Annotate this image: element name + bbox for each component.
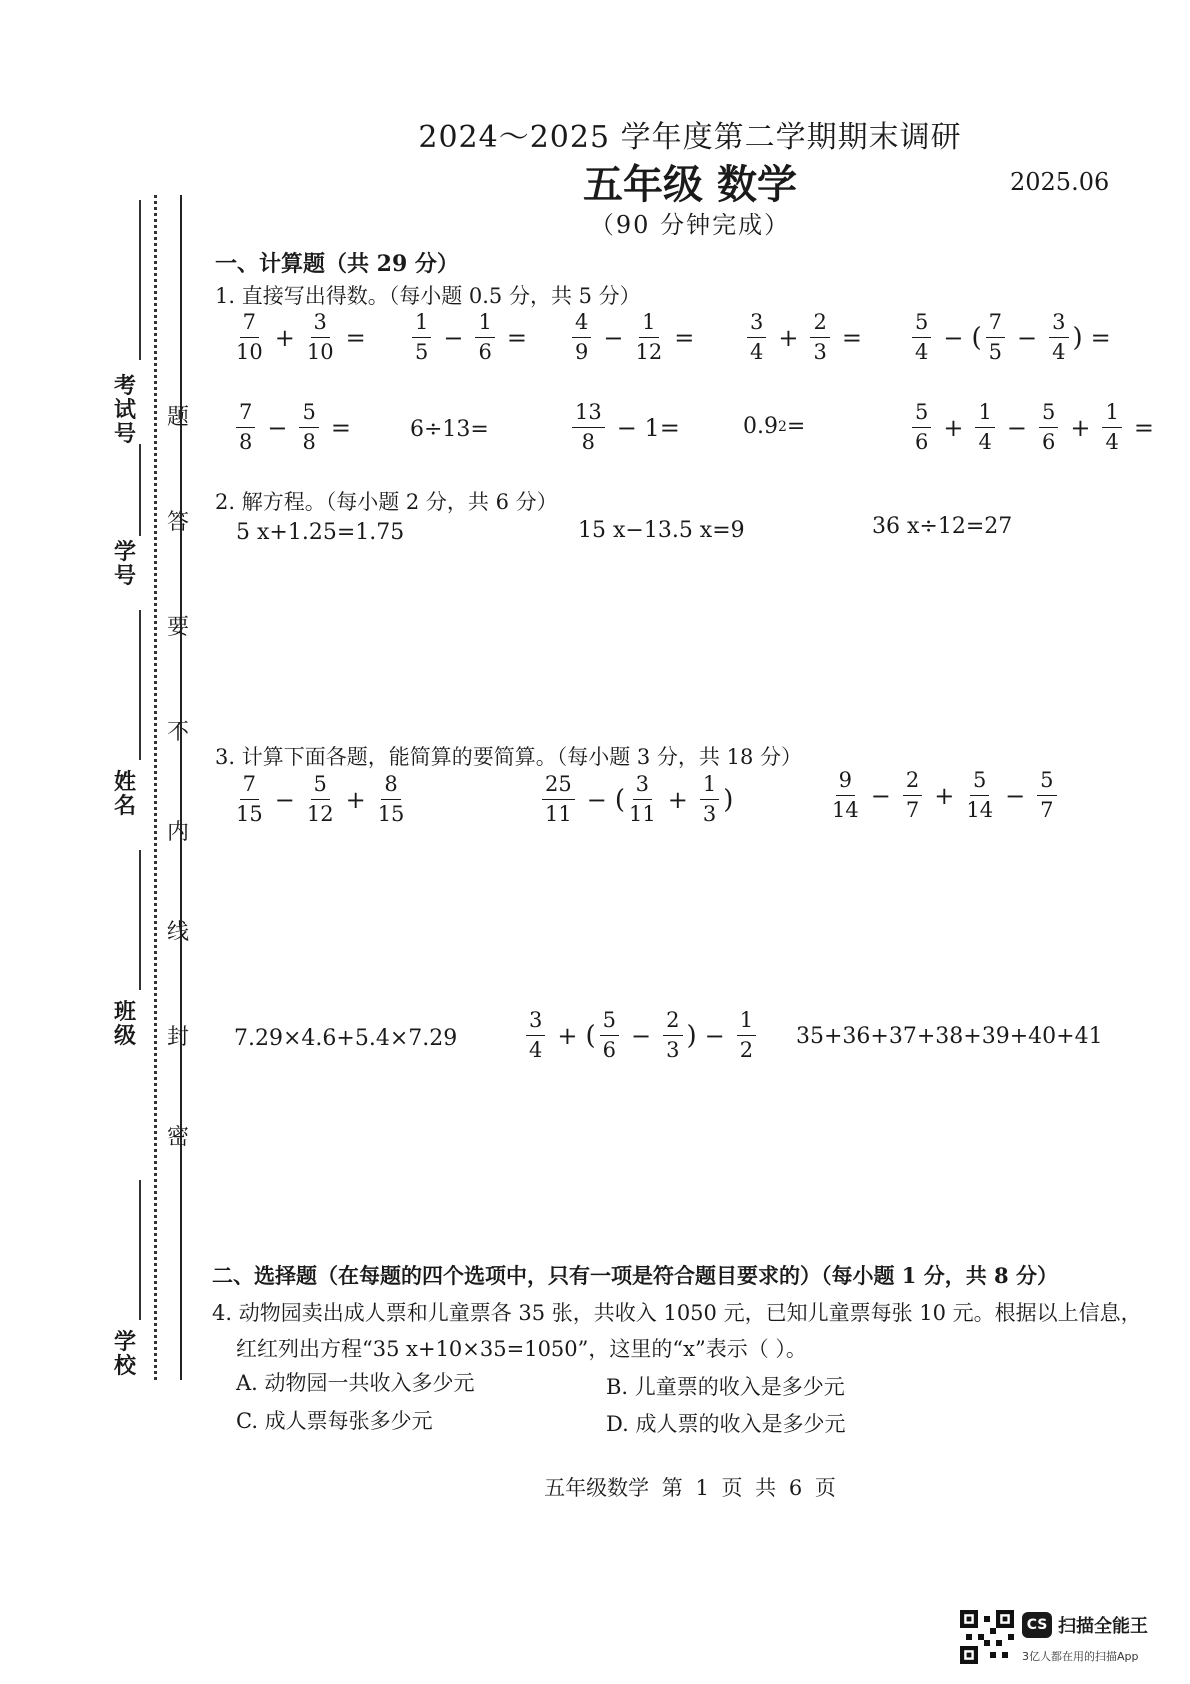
seal-char: 线 bbox=[166, 920, 189, 945]
seal-char: 封 bbox=[166, 1025, 189, 1050]
q1-item-4: $\frac{3}{4}$ + $\frac{2}{3}$ = bbox=[743, 312, 870, 363]
fraction: $\frac{5}{8}$ bbox=[299, 402, 318, 453]
q1-item-3: $\frac{4}{9}$ − $\frac{1}{12}$ = bbox=[568, 312, 702, 363]
scanner-app-name: 扫描全能王 bbox=[1058, 1616, 1148, 1637]
fraction: $\frac{3}{4}$ bbox=[1049, 312, 1068, 363]
exam-subtitle: 五年级 数学 bbox=[583, 161, 797, 208]
binding-solid-line bbox=[180, 195, 182, 1380]
fraction: $\frac{13}{8}$ bbox=[572, 402, 605, 453]
binding-dotted-line bbox=[154, 195, 157, 1380]
scanner-tagline: 3亿人都在用的扫描App bbox=[1022, 1650, 1139, 1663]
q1-prompt: 1. 直接写出得数。（每小题 0.5 分，共 5 分） bbox=[215, 284, 641, 308]
q4-option-b[interactable]: B. 儿童票的收入是多少元 bbox=[606, 1375, 845, 1399]
fraction: $\frac{7}{8}$ bbox=[236, 402, 255, 453]
seal-char: 内 bbox=[166, 820, 189, 845]
field-name-line[interactable] bbox=[139, 610, 141, 760]
exam-title: 2024～2025 学年度第二学期期末调研 bbox=[418, 120, 962, 155]
q1-item-6: $\frac{7}{8}$ − $\frac{5}{8}$ = bbox=[232, 402, 359, 453]
seal-char: 答 bbox=[166, 510, 189, 535]
field-student-number-line[interactable] bbox=[139, 444, 141, 536]
fraction: $\frac{5}{14}$ bbox=[966, 768, 994, 822]
fraction: $\frac{2}{3}$ bbox=[810, 312, 829, 363]
field-class-line[interactable] bbox=[139, 850, 141, 990]
fraction: $\frac{7}{5}$ bbox=[986, 312, 1005, 363]
field-class-label: 班级 bbox=[113, 999, 136, 1050]
q1-item-2: $\frac{1}{5}$ − $\frac{1}{6}$ = bbox=[408, 312, 535, 363]
fraction: $\frac{1}{12}$ bbox=[635, 310, 663, 364]
fraction: $\frac{5}{6}$ bbox=[1039, 402, 1058, 453]
fraction: $\frac{9}{14}$ bbox=[832, 768, 859, 822]
fraction: $\frac{25}{11}$ bbox=[542, 774, 575, 825]
fraction: $\frac{7}{15}$ bbox=[236, 772, 263, 826]
fraction: $\frac{3}{4}$ bbox=[526, 1010, 545, 1061]
field-school-line[interactable] bbox=[139, 1180, 141, 1320]
fraction: $\frac{1}{2}$ bbox=[737, 1010, 756, 1061]
q1-item-8: $\frac{13}{8}$ − 1= bbox=[568, 402, 688, 453]
q2-equation-3: 36 x÷12=27 bbox=[872, 514, 1013, 539]
fraction: $\frac{5}{6}$ bbox=[912, 402, 931, 453]
field-name-label: 姓名 bbox=[113, 769, 136, 820]
q2-equation-2: 15 x−13.5 x=9 bbox=[578, 518, 745, 543]
fraction: $\frac{4}{9}$ bbox=[572, 312, 591, 363]
seal-char: 题 bbox=[166, 405, 189, 430]
exam-duration: （90 分钟完成） bbox=[589, 211, 791, 239]
fraction: $\frac{2}{3}$ bbox=[663, 1010, 682, 1061]
fraction: $\frac{2}{7}$ bbox=[903, 770, 922, 821]
page-footer: 五年级数学 第 1 页 共 6 页 bbox=[544, 1476, 836, 1500]
q3-expression-6: 35+36+37+38+39+40+41 bbox=[796, 1024, 1103, 1049]
fraction: $\frac{5}{7}$ bbox=[1037, 770, 1056, 821]
q4-option-c[interactable]: C. 成人票每张多少元 bbox=[236, 1409, 433, 1433]
fraction: $\frac{3}{11}$ bbox=[629, 772, 656, 826]
field-student-number-label: 学号 bbox=[113, 539, 136, 590]
fraction: $\frac{1}{3}$ bbox=[700, 774, 719, 825]
q2-prompt: 2. 解方程。（每小题 2 分，共 6 分） bbox=[215, 490, 558, 514]
q4-option-d[interactable]: D. 成人票的收入是多少元 bbox=[606, 1412, 846, 1436]
q3-prompt: 3. 计算下面各题，能简算的要简算。（每小题 3 分，共 18 分） bbox=[215, 745, 802, 769]
seal-char: 要 bbox=[166, 615, 189, 640]
q1-item-1: $\frac{7}{10}$ + $\frac{3}{10}$ = bbox=[236, 310, 366, 364]
fraction: $\frac{3}{10}$ bbox=[306, 310, 334, 364]
field-exam-number-label: 考试号 bbox=[113, 373, 136, 448]
q3-expression-3: $\frac{9}{14}$ − $\frac{2}{7}$ + $\frac{5}{14}$ − $\frac{5}{7}$ bbox=[828, 770, 1061, 821]
q4-option-a[interactable]: A. 动物园一共收入多少元 bbox=[236, 1371, 475, 1395]
q3-expression-5: $\frac{3}{4}$ + ( $\frac{5}{6}$ − $\frac{2}{3}$ ) − $\frac{1}{2}$ bbox=[522, 1010, 760, 1061]
fraction: $\frac{7}{10}$ bbox=[236, 310, 263, 364]
fraction: $\frac{1}{5}$ bbox=[412, 312, 431, 363]
scanner-logo-icon: CS bbox=[1022, 1612, 1052, 1638]
q1-item-10: $\frac{5}{6}$ + $\frac{1}{4}$ − $\frac{5}{6}$ + $\frac{1}{4}$ = bbox=[908, 402, 1162, 453]
fraction: $\frac{3}{4}$ bbox=[747, 312, 766, 363]
fraction: $\frac{1}{6}$ bbox=[475, 312, 494, 363]
q3-expression-2: $\frac{25}{11}$ − ( $\frac{3}{11}$ + $\frac{1}{3}$ ) bbox=[538, 774, 733, 825]
fraction: $\frac{5}{4}$ bbox=[912, 312, 931, 363]
seal-char: 密 bbox=[166, 1125, 189, 1150]
field-school-label: 学校 bbox=[113, 1329, 136, 1380]
fraction: $\frac{1}{4}$ bbox=[975, 402, 994, 453]
qr-code-icon bbox=[960, 1610, 1014, 1664]
fraction: $\frac{1}{4}$ bbox=[1102, 402, 1121, 453]
q4-stem-line-1: 4. 动物园卖出成人票和儿童票各 35 张，共收入 1050 元，已知儿童票每张 10 元。根据以上信息， bbox=[212, 1301, 1142, 1325]
seal-char: 不 bbox=[166, 720, 189, 745]
q4-stem-line-2: 红红列出方程“35 x+10×35=1050”，这里的“x”表示（ ）。 bbox=[236, 1337, 807, 1361]
q1-item-5: $\frac{5}{4}$ − ( $\frac{7}{5}$ − $\frac{3}{4}$ ) = bbox=[908, 312, 1119, 363]
fraction: $\frac{8}{15}$ bbox=[377, 772, 405, 826]
field-exam-number-line[interactable] bbox=[139, 200, 141, 360]
fraction: $\frac{5}{6}$ bbox=[600, 1010, 619, 1061]
section-1-heading: 一、计算题（共 29 分） bbox=[215, 251, 459, 277]
q1-item-9: 0.9 2 = bbox=[743, 414, 806, 439]
q3-expression-1: $\frac{7}{15}$ − $\frac{5}{12}$ + $\frac{8}{15}$ bbox=[236, 772, 405, 826]
fraction: $\frac{5}{12}$ bbox=[306, 772, 334, 826]
q3-expression-4: 7.29×4.6+5.4×7.29 bbox=[234, 1026, 458, 1051]
q1-item-7: 6÷13= bbox=[410, 417, 489, 442]
section-2-heading: 二、选择题（在每题的四个选项中，只有一项是符合题目要求的）（每小题 1 分，共 8 分） bbox=[212, 1263, 1058, 1288]
exam-date: 2025.06 bbox=[1010, 168, 1110, 196]
q2-equation-1: 5 x+1.25=1.75 bbox=[236, 520, 405, 545]
